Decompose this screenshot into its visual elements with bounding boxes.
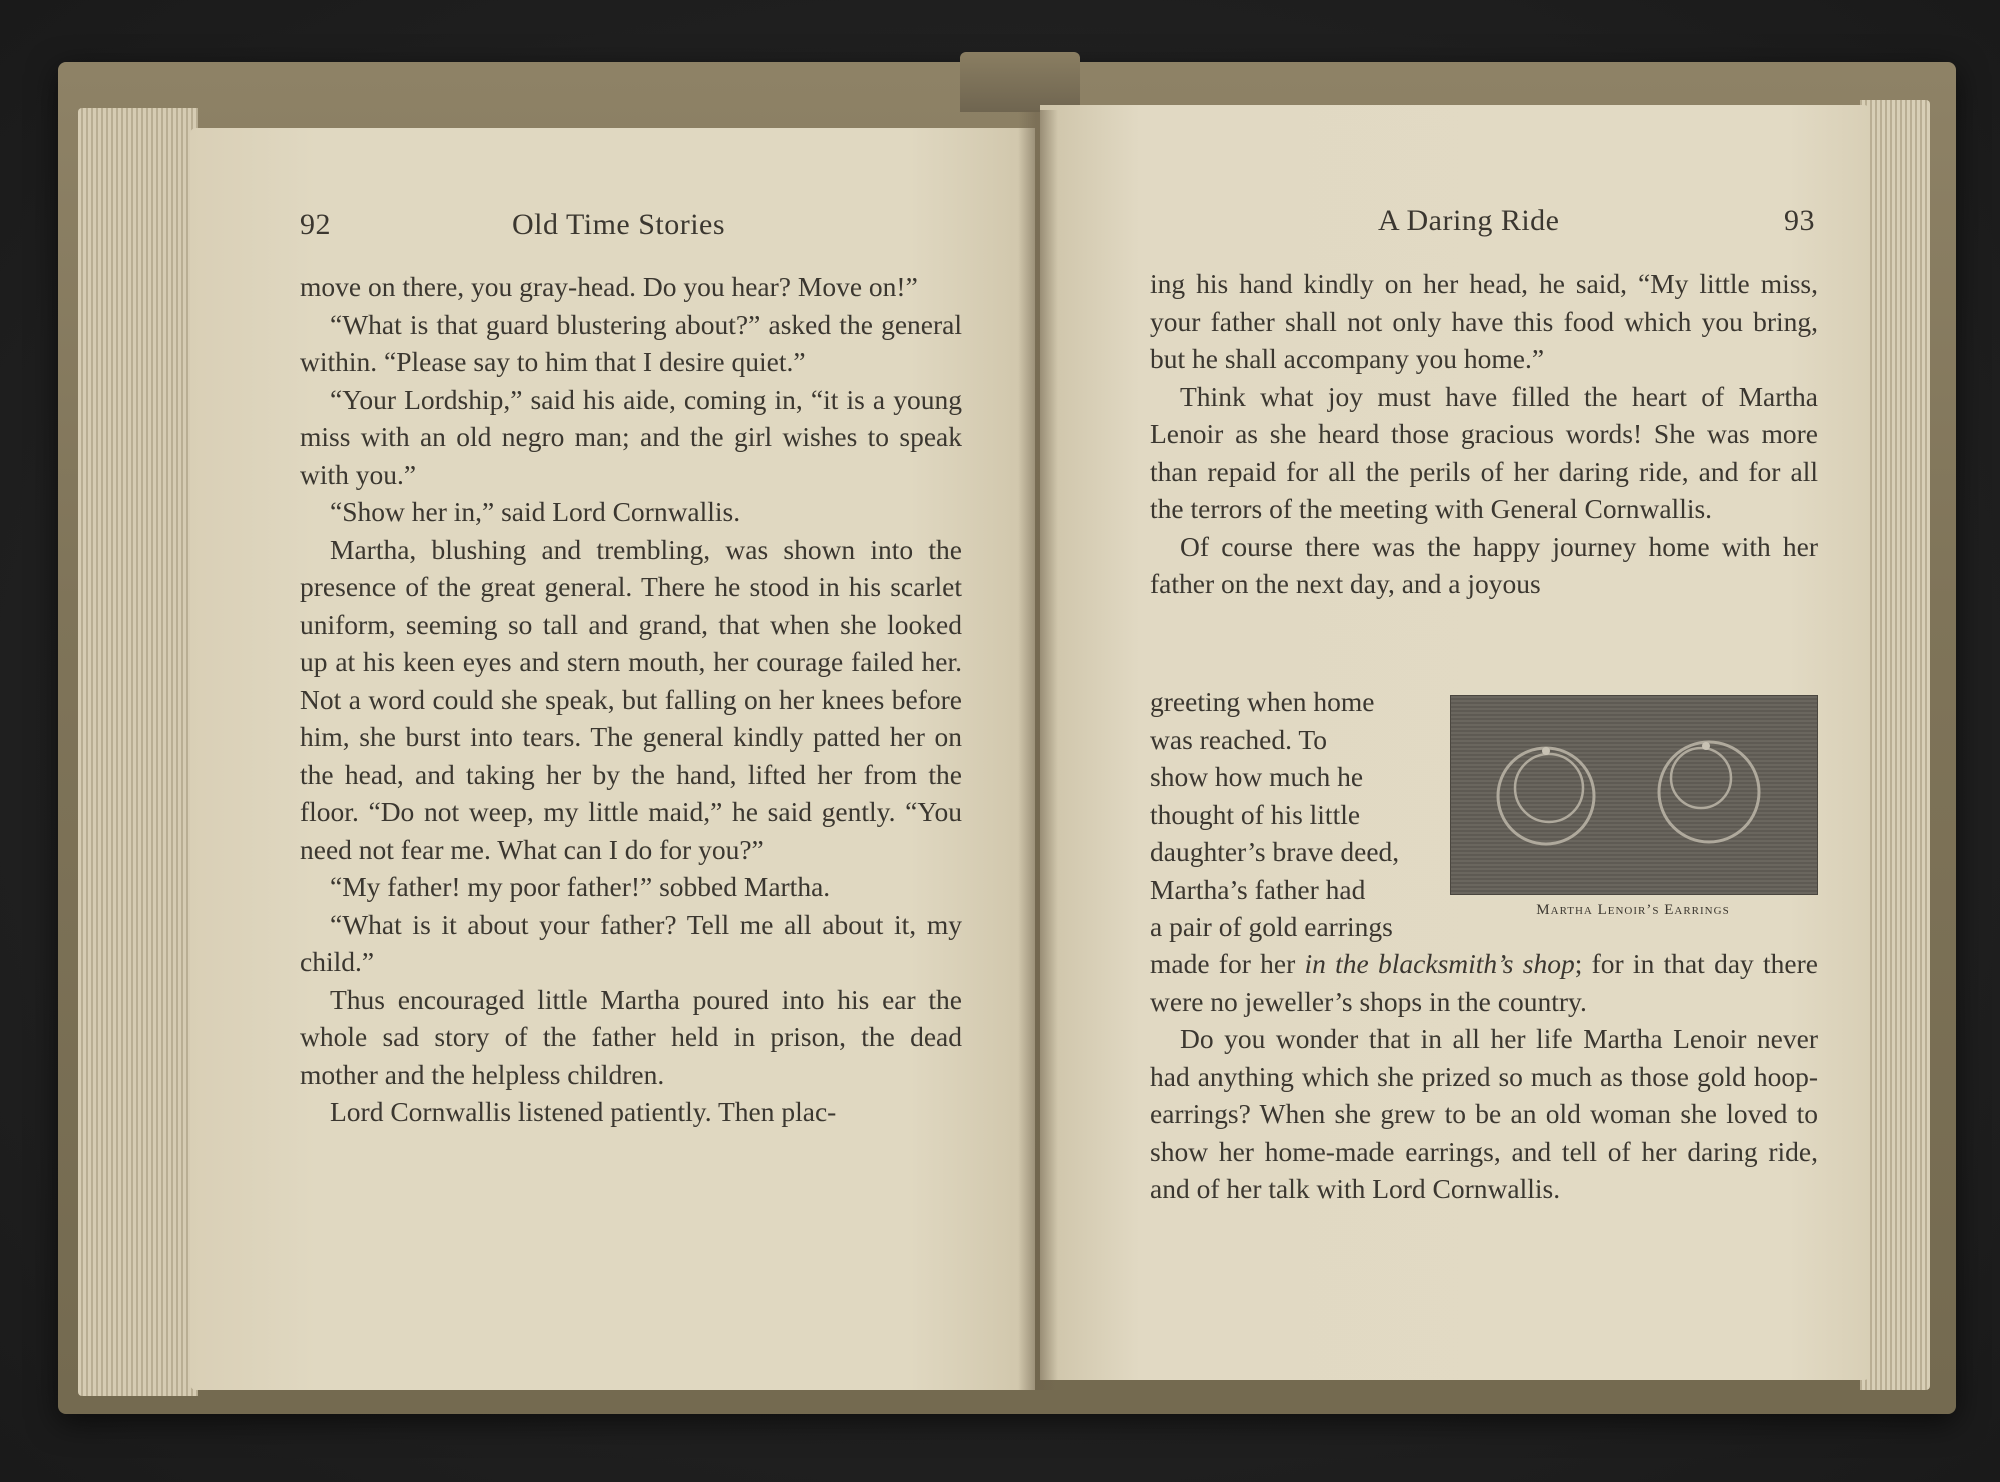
wrap-line: was reached. To (1150, 723, 1328, 755)
paragraph-continuation (1150, 945, 1818, 1020)
earrings-illustration (1451, 696, 1817, 894)
figure-caption: Martha Lenoir’s Earrings (1536, 902, 1730, 918)
paragraph: “My father! my poor father!” sobbed Martha. (330, 871, 831, 902)
paragraph: “What is that guard blustering about?” asked the general within. “Please say to him that I desire quiet.” (300, 308, 962, 377)
italic-phrase: in the blacksmith’s shop (1304, 948, 1575, 979)
paragraph: Martha, blushing and trembling, was shown into the presence of the great general. There he stood in his scarlet uniform, seeming so tall and grand, that when she looked up at his keen eyes and stern mouth, her courage failed her. Not a word could she speak, but falling on her knees before him, she burst into tears. The general kindly patted her on the head, and taking her by the hand, lifted her from the floor. “Do not weep, my little maid,” he said gently. “You need not fear me. What can I do for you?” (300, 533, 962, 865)
wrap-line: thought of his little (1150, 798, 1361, 830)
paragraph: “Your Lordship,” said his aide, coming in, “it is a young miss with an old negro man; and the girl wishes to speak with you.” (300, 383, 962, 490)
left-running-head: Old Time Stories (512, 208, 726, 241)
wrap-line: greeting when home (1150, 686, 1375, 717)
left-page-edges (78, 108, 198, 1396)
right-page-number: 93 (1784, 204, 1815, 237)
paragraph: Think what joy must have filled the heart of Martha Lenoir as she heard those gracious words! She was more than repaid for all the perils of her daring ride, and for all the terrors of the meeting with General Cornwallis. (1150, 380, 1818, 524)
earrings-photo (1450, 695, 1818, 895)
earring-left-outer (1498, 748, 1594, 844)
earring-left-clasp (1542, 747, 1550, 755)
paragraph: Lord Cornwallis listened patiently. Then plac- (330, 1096, 837, 1127)
paragraph: “Show her in,” said Lord Cornwallis. (330, 496, 741, 527)
earring-left-inner (1515, 754, 1583, 822)
right-running-head: A Daring Ride (1378, 204, 1560, 237)
text-run: made for her (1150, 948, 1305, 979)
figure-wrap-text (1150, 683, 1430, 946)
wrap-line: daughter’s brave deed, (1150, 836, 1400, 867)
paragraph: “What is it about your father? Tell me all about it, my child.” (300, 908, 962, 977)
right-page-edges (1860, 100, 1930, 1390)
right-page-body-top (1150, 265, 1818, 603)
left-page-body (300, 268, 962, 1131)
earring-right-inner (1671, 748, 1731, 808)
wrap-line: show how much he (1150, 761, 1364, 792)
earring-right-clasp (1702, 742, 1710, 750)
right-page-body-bottom (1150, 945, 1818, 1208)
book-gutter (1018, 110, 1058, 1390)
paragraph: Do you wonder that in all her life Martha Lenoir never had anything which she prized so much as those gold hoop-earrings? When she grew to be an old woman she loved to show her home-made earrings, and tell of her daring ride, and of her talk with Lord Cornwallis. (1150, 1023, 1818, 1204)
wrap-line: a pair of gold earrings (1150, 911, 1393, 942)
wrap-line: Martha’s father had (1150, 873, 1366, 905)
text-run: ; for in that day there were no jeweller’s shops in the country. (1150, 948, 1819, 1017)
paragraph: Of course there was the happy journey home with her father on the next day, and a joyous (1150, 530, 1818, 599)
paragraph: move on there, you gray-head. Do you hear? Move on!” (300, 271, 918, 302)
book-spine (960, 52, 1080, 112)
left-page-number: 92 (300, 208, 331, 241)
paragraph: ing his hand kindly on her head, he said, “My little miss, your father shall not only have this food which you bring, but he shall accompany you home.” (1150, 268, 1818, 374)
paragraph: Thus encouraged little Martha poured into his ear the whole sad story of the father held in prison, the dead mother and the helpless children. (300, 983, 962, 1090)
